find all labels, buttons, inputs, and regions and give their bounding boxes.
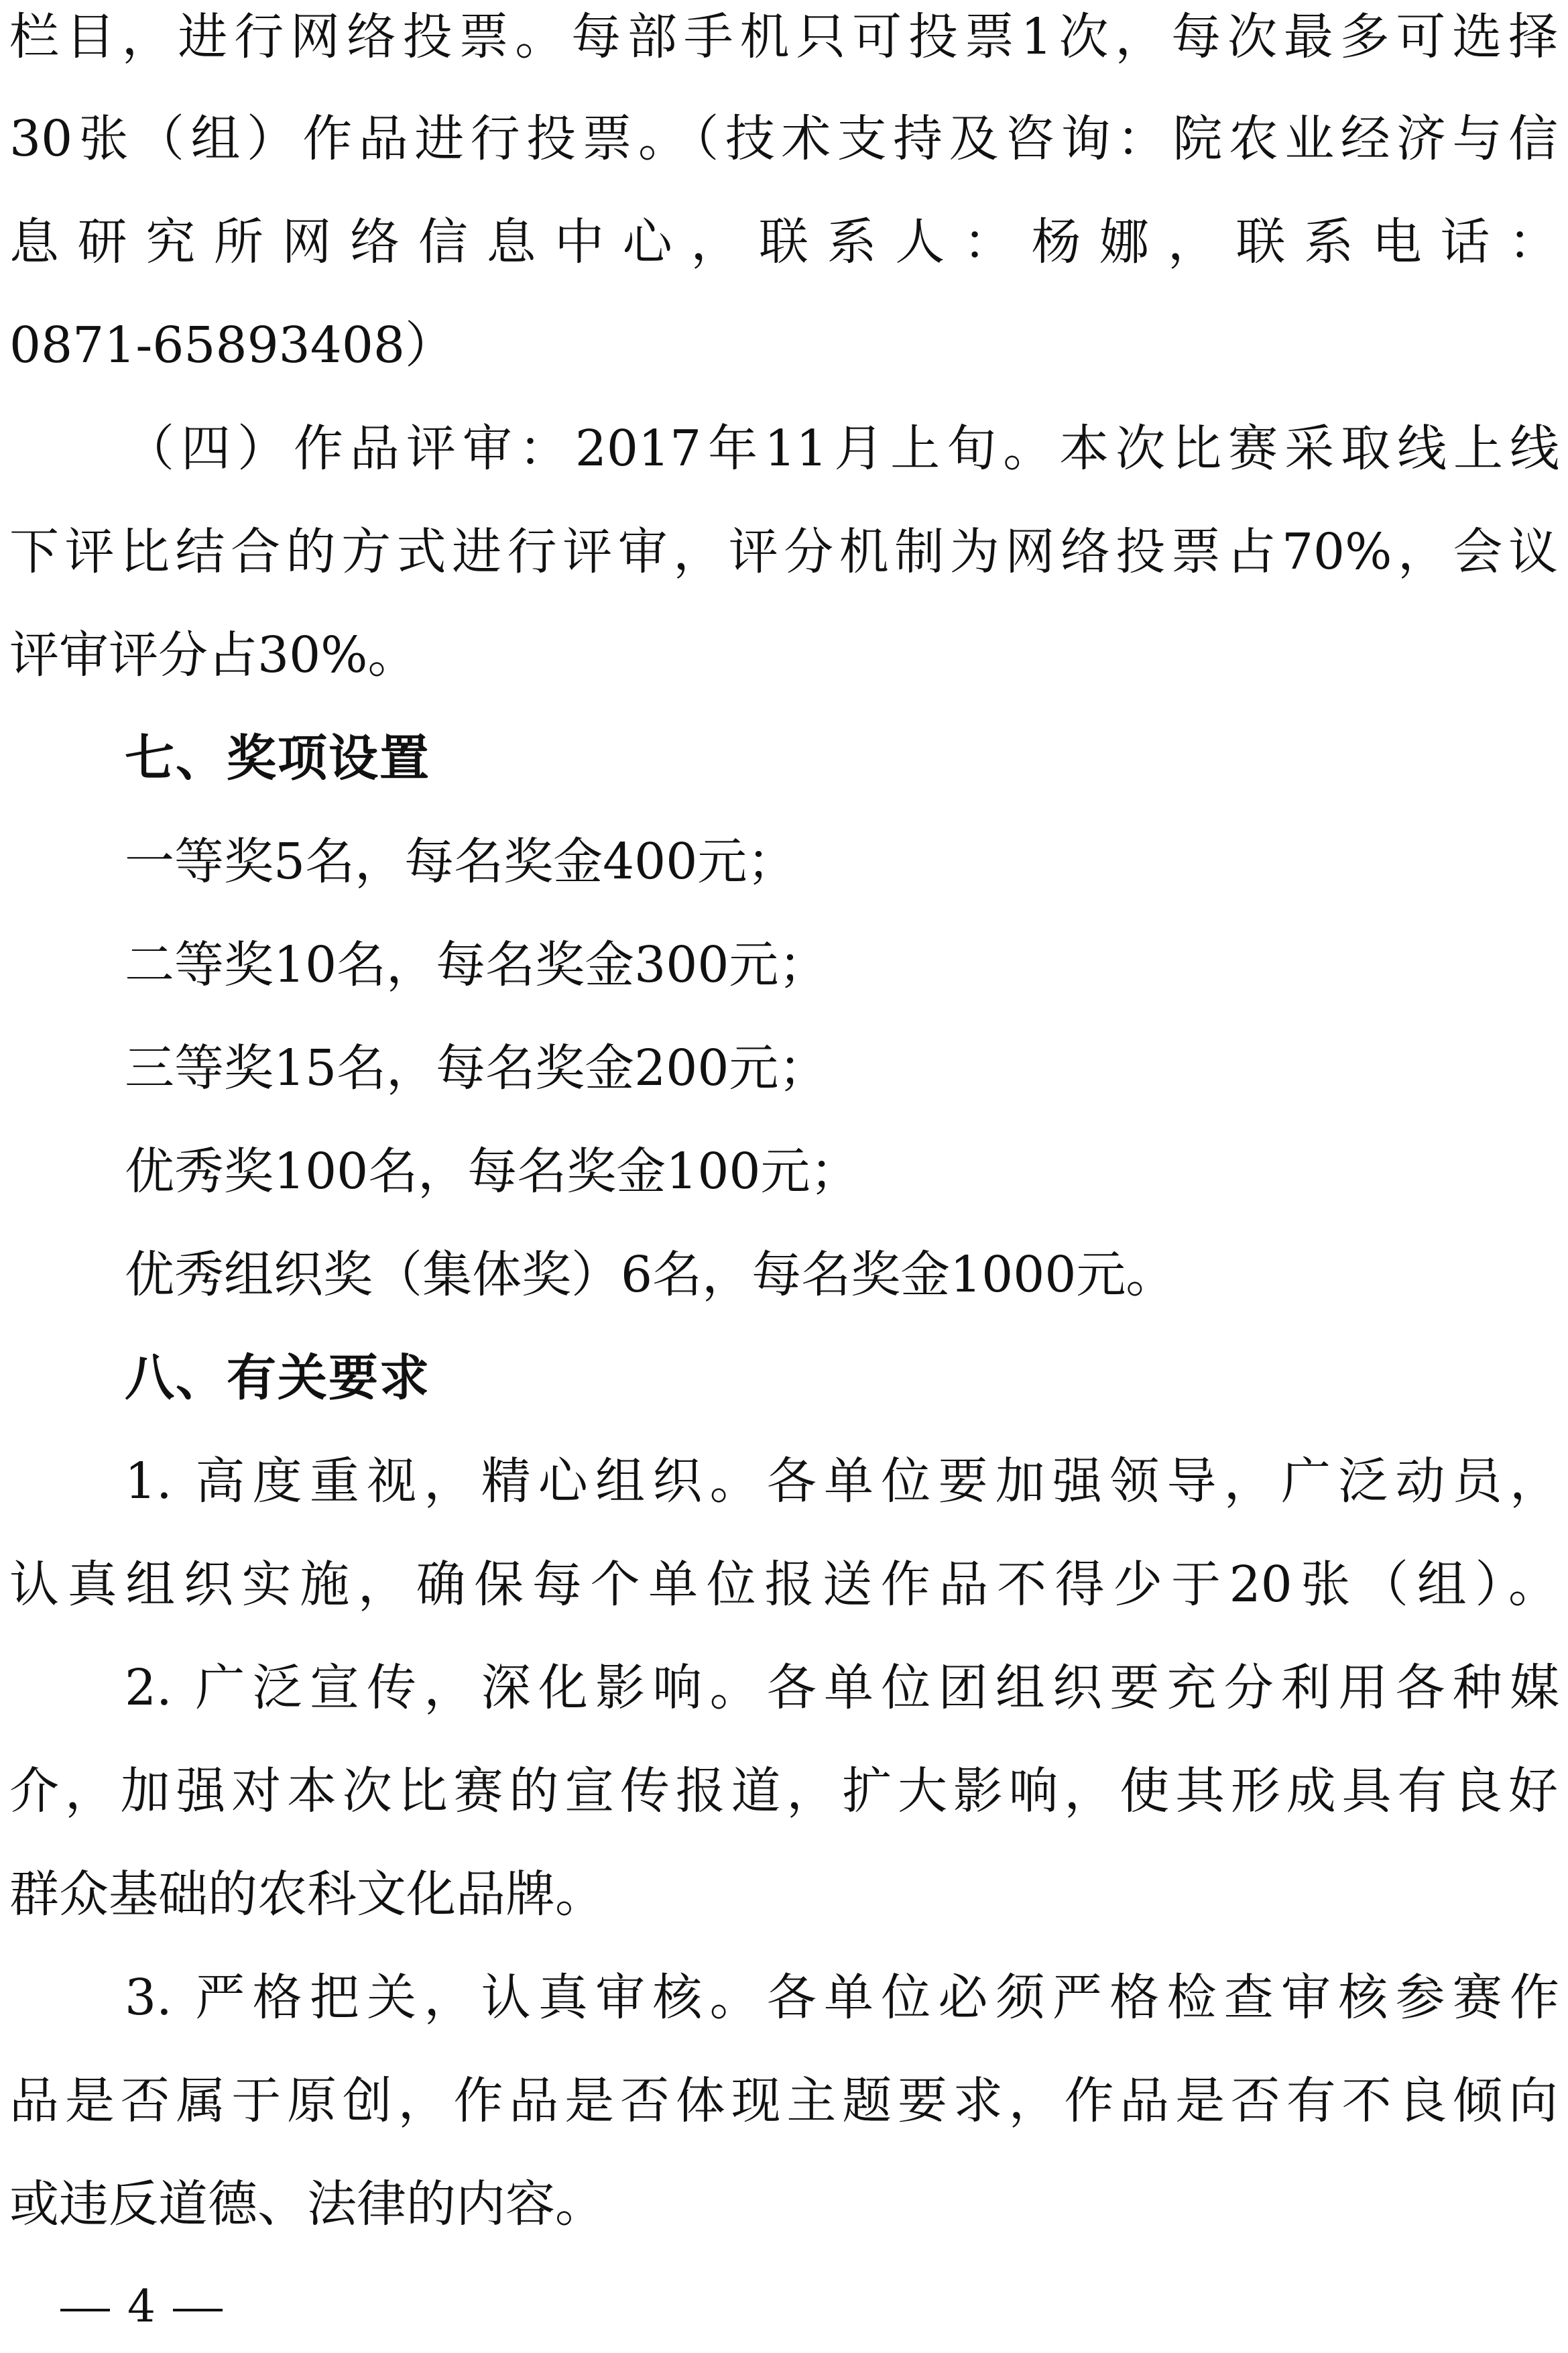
body-text-line: 下评比结合的方式进行评审，评分机制为网络投票占70%，会议 [9,523,1558,581]
footer-dash-right [173,2309,223,2311]
body-text-line: 3. 严格把关，认真审核。各单位必须严格检查审核参赛作 [125,1969,1559,2026]
body-text-line: 或违反道德、法律的内容。 [9,2175,605,2233]
body-text-line: 1. 高度重视，精心组织。各单位要加强领导，广泛动员， [125,1452,1559,1510]
section-heading-requirements: 八、有关要求 [125,1349,430,1407]
body-text-line: 评审评分占30%。 [9,626,418,684]
body-text-line: 介，加强对本次比赛的宣传报道，扩大影响，使其形成具有良好 [9,1762,1558,1820]
body-text-line: 品是否属于原创，作品是否体现主题要求，作品是否有不良倾向 [9,2072,1558,2130]
award-item: 三等奖15名，每名奖金200元； [125,1039,829,1097]
page-number: 4 [127,2281,156,2332]
body-text-line: 群众基础的农科文化品牌。 [9,1866,605,1923]
footer-dash-left [60,2309,110,2311]
award-item: 优秀组织奖（集体奖）6名，每名奖金1000元。 [125,1246,1176,1304]
section-heading-awards: 七、奖项设置 [125,730,430,787]
page-number-footer [60,2277,261,2337]
body-text-line: 息研究所网络信息中心，联系人：杨娜，联系电话： [9,213,1558,271]
body-text-line: 认真组织实施，确保每个单位报送作品不得少于20张（组）。 [9,1556,1558,1613]
body-text-line: （四）作品评审：2017年11月上旬。本次比赛采取线上线 [125,420,1559,477]
body-text-line: 30张（组）作品进行投票。（技术支持及咨询：院农业经济与信 [9,110,1558,168]
award-item: 优秀奖100名，每名奖金100元； [125,1143,860,1200]
award-item: 二等奖10名，每名奖金300元； [125,936,829,994]
body-text-line: 2. 广泛宣传，深化影响。各单位团组织要充分利用各种媒 [125,1659,1559,1717]
award-item: 一等奖5名，每名奖金400元； [125,833,797,891]
body-text-line: 0871-65893408） [9,317,455,374]
body-text-line: 栏目，进行网络投票。每部手机只可投票1次，每次最多可选择 [9,8,1558,66]
